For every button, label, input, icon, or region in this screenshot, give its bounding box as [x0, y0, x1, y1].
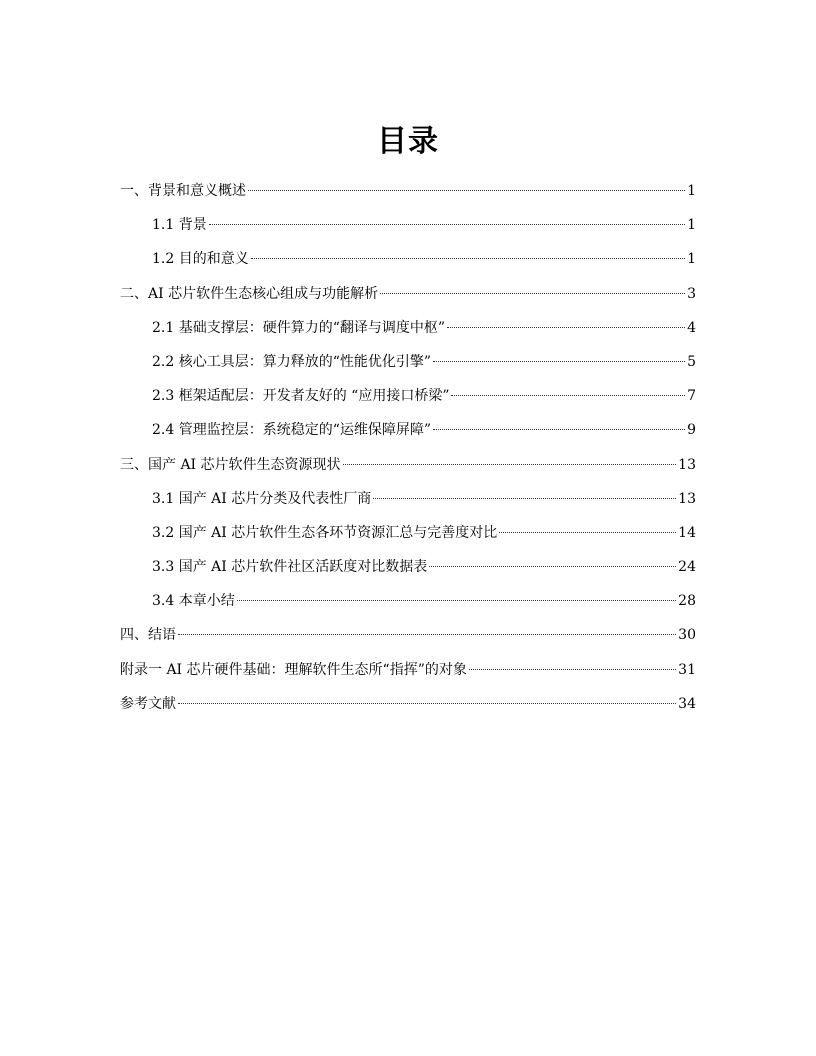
toc-entry-label: 1.1 背景	[152, 217, 207, 234]
toc-entry-label: 二、AI 芯片软件生态核心组成与功能解析	[120, 285, 379, 302]
toc-entry-label: 3.1 国产 AI 芯片分类及代表性厂商	[152, 490, 372, 507]
toc-entry[interactable]	[120, 311, 696, 345]
toc-entry-page-number: 14	[678, 524, 696, 541]
toc-entry-page-number: 1	[687, 251, 696, 268]
toc-entry[interactable]	[120, 584, 696, 618]
toc-entry[interactable]	[120, 653, 696, 687]
toc-entry[interactable]	[120, 208, 696, 242]
toc-dot-leader	[237, 600, 676, 601]
toc-dot-leader	[178, 634, 676, 635]
toc-entry[interactable]	[120, 516, 696, 550]
toc-entry-page-number: 13	[678, 456, 696, 473]
toc-entry[interactable]	[120, 242, 696, 276]
toc-entry-label: 四、结语	[120, 627, 176, 644]
toc-dot-leader	[447, 327, 685, 328]
toc-entry[interactable]	[120, 618, 696, 652]
toc-entry-label: 1.2 目的和意义	[152, 251, 249, 268]
toc-entry-label: 3.2 国产 AI 芯片软件生态各环节资源汇总与完善度对比	[152, 524, 498, 541]
toc-entry-page-number: 13	[678, 490, 696, 507]
toc-entry-label: 2.3 框架适配层：开发者友好的 “应用接口桥梁”	[152, 388, 450, 405]
toc-entry-page-number: 9	[687, 422, 696, 439]
toc-entry-page-number: 1	[687, 217, 696, 234]
toc-entry-label: 附录一 AI 芯片硬件基础：理解软件生态所“指挥”的对象	[120, 661, 467, 678]
toc-dot-leader	[499, 532, 676, 533]
toc-dot-leader	[380, 293, 685, 294]
toc-entry-label: 2.1 基础支撑层：硬件算力的“翻译与调度中枢”	[152, 319, 446, 336]
toc-entry-page-number: 30	[678, 627, 696, 644]
toc-entry[interactable]	[120, 413, 696, 447]
toc-entry-page-number: 24	[678, 559, 696, 576]
toc-entry[interactable]	[120, 277, 696, 311]
toc-dot-leader	[178, 703, 676, 704]
toc-dot-leader	[343, 464, 677, 465]
toc-dot-leader	[469, 669, 676, 670]
toc-entry-label: 2.2 核心工具层：算力释放的“性能优化引擎”	[152, 353, 432, 370]
toc-entry-label: 参考文献	[120, 695, 176, 712]
toc-dot-leader	[248, 190, 685, 191]
toc-dot-leader	[429, 566, 676, 567]
toc-entry-page-number: 3	[687, 285, 696, 302]
toc-entry[interactable]	[120, 379, 696, 413]
toc-entry[interactable]	[120, 482, 696, 516]
toc-dot-leader	[433, 429, 685, 430]
toc-entry[interactable]	[120, 448, 696, 482]
toc-entry-page-number: 34	[678, 695, 696, 712]
toc-dot-leader	[251, 258, 685, 259]
toc-entry[interactable]	[120, 345, 696, 379]
toc-entry[interactable]	[120, 174, 696, 208]
toc-entry[interactable]	[120, 687, 696, 721]
toc-entry-page-number: 28	[678, 593, 696, 610]
toc-entry-label: 3.4 本章小结	[152, 593, 235, 610]
toc-entry-label: 3.3 国产 AI 芯片软件社区活跃度对比数据表	[152, 559, 428, 576]
toc-title: 目录	[377, 124, 439, 159]
toc-dot-leader	[373, 498, 676, 499]
toc-list	[120, 174, 696, 721]
toc-entry-label: 三、国产 AI 芯片软件生态资源现状	[120, 456, 341, 473]
toc-dot-leader	[451, 395, 685, 396]
toc-entry-page-number: 7	[687, 388, 696, 405]
toc-entry-page-number: 31	[678, 661, 696, 678]
toc-entry-page-number: 4	[687, 319, 696, 336]
toc-entry[interactable]	[120, 550, 696, 584]
toc-dot-leader	[433, 361, 685, 362]
toc-entry-label: 一、背景和意义概述	[120, 183, 246, 199]
toc-entry-label: 2.4 管理监控层：系统稳定的“运维保障屏障”	[152, 422, 432, 439]
toc-dot-leader	[209, 224, 685, 225]
toc-entry-page-number: 1	[687, 183, 696, 199]
toc-entry-page-number: 5	[687, 353, 696, 370]
